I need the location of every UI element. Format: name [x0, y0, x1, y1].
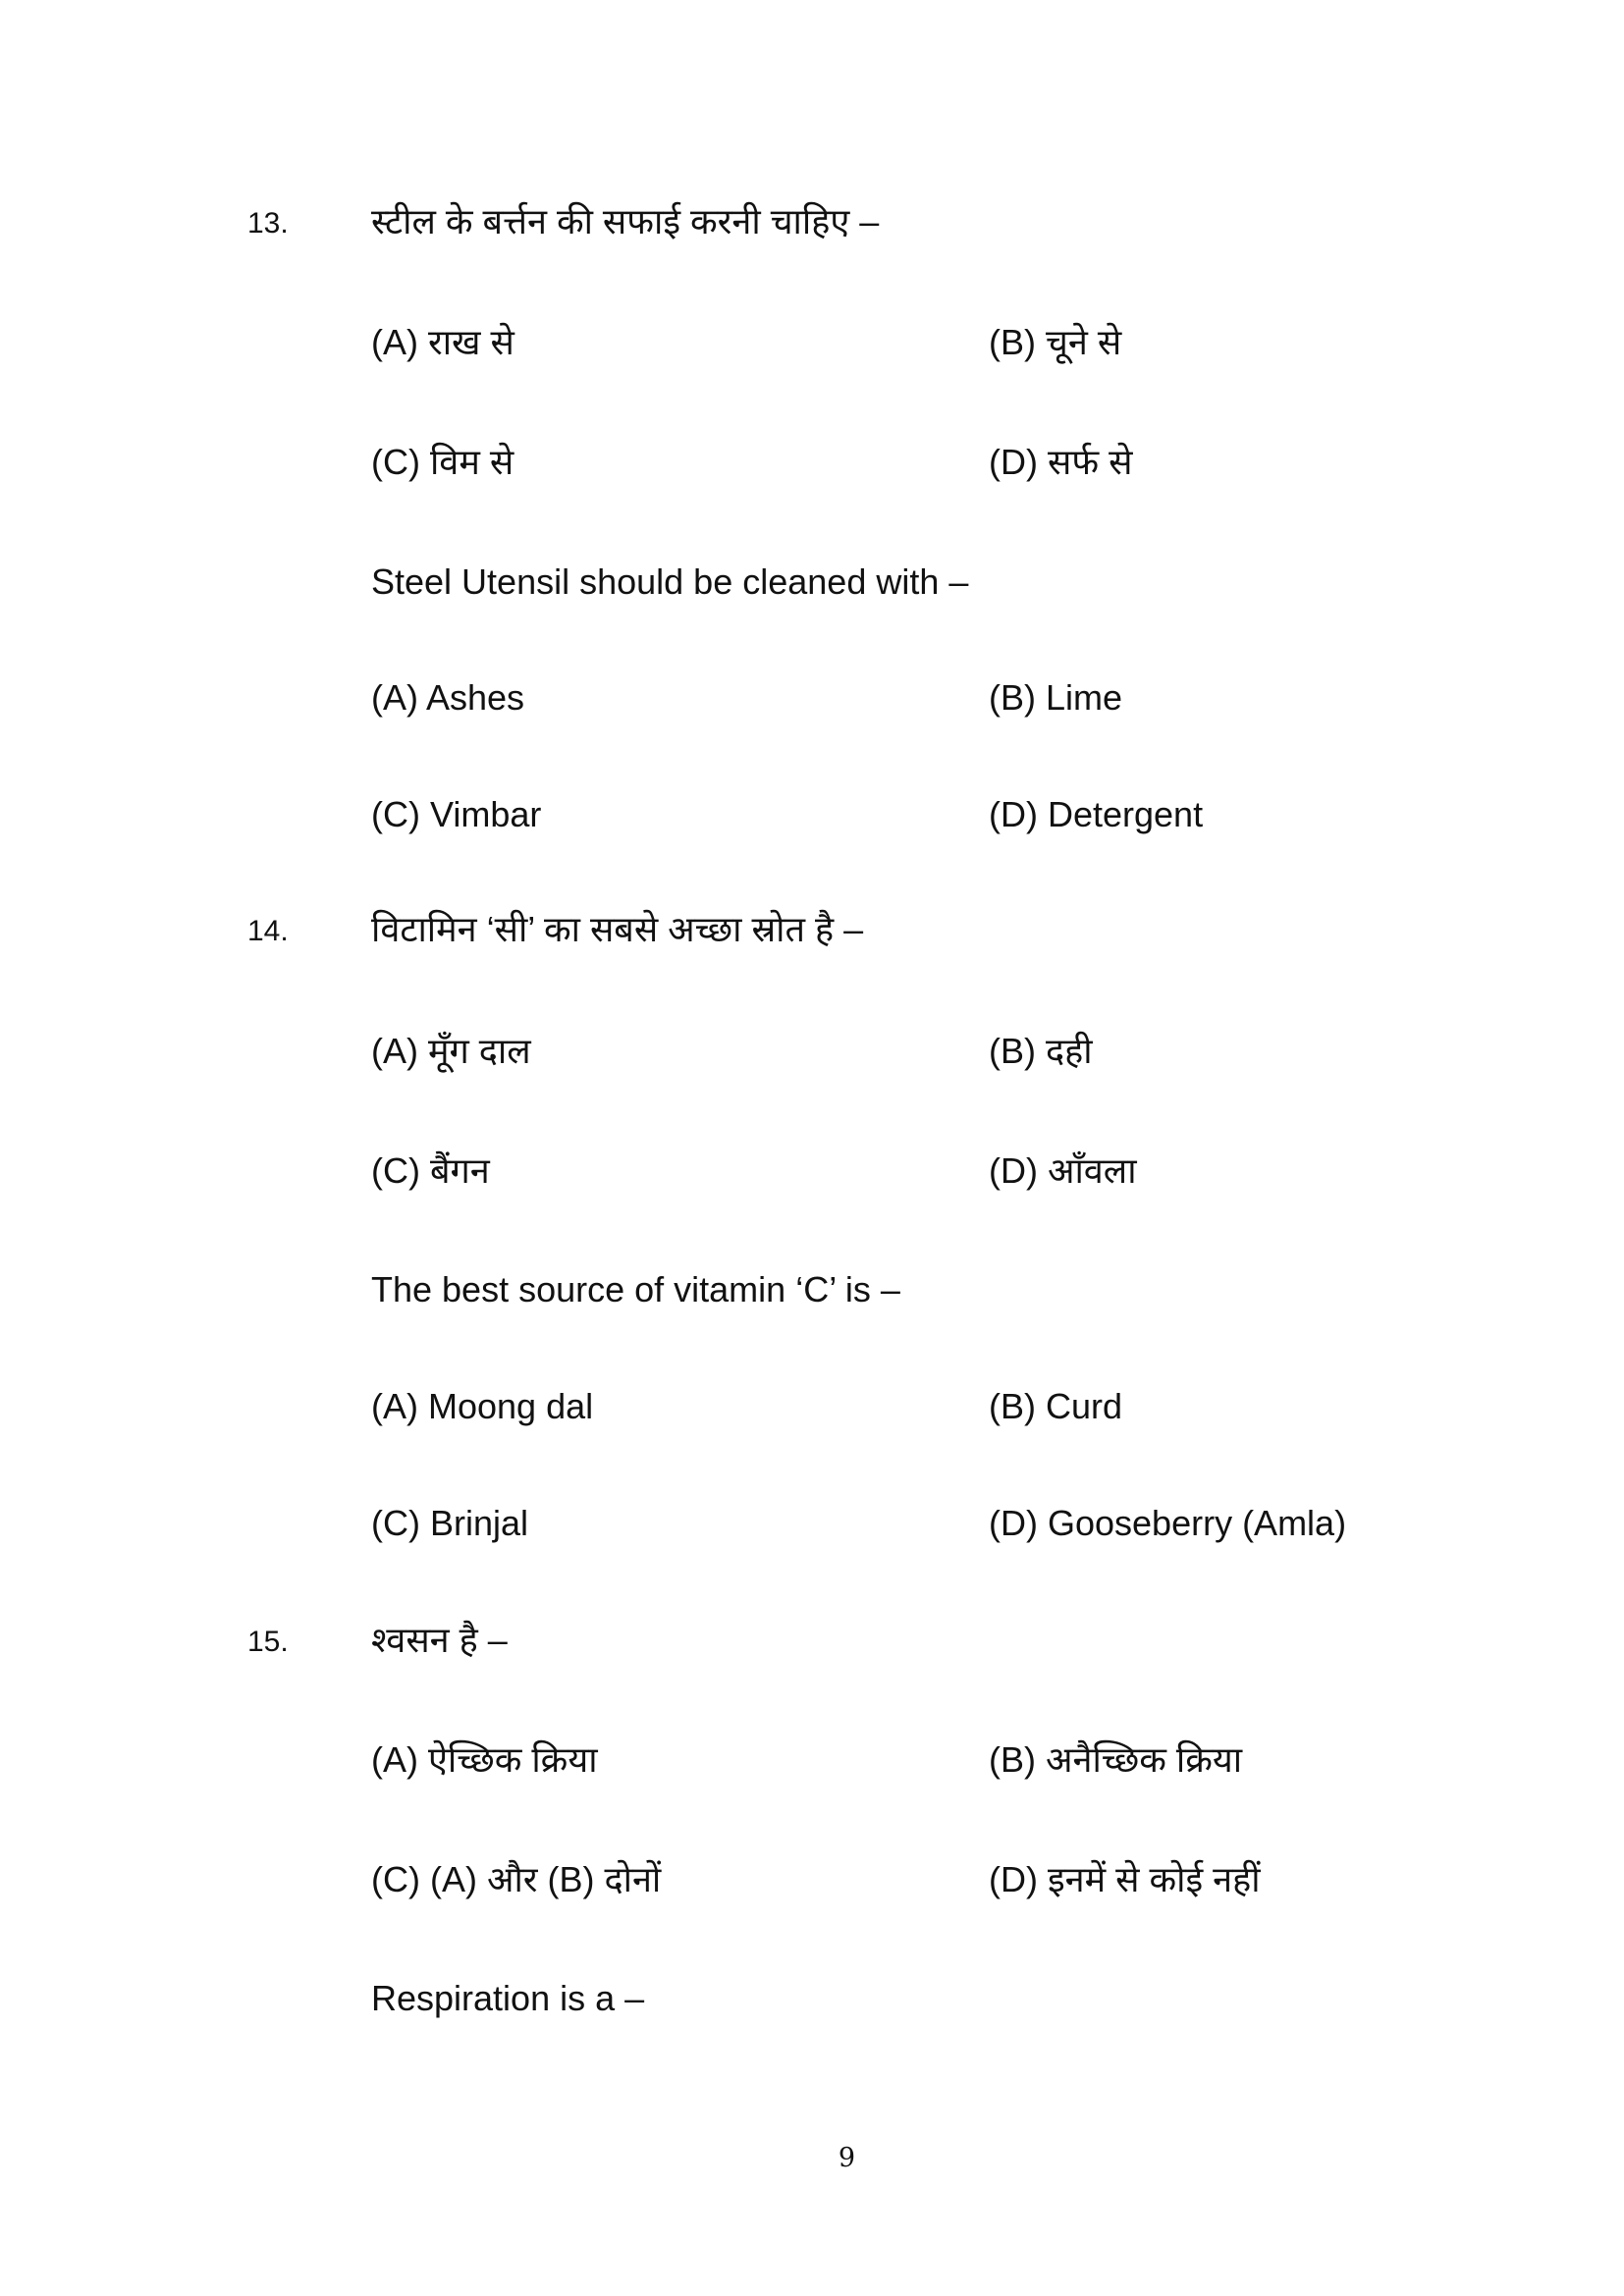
option-a-hindi: (A) राख से	[371, 322, 514, 362]
option-c-hindi: (C) विम से	[371, 442, 514, 482]
option-a-hindi: (A) मूँग दाल	[371, 1031, 531, 1071]
option-b-english: (B) Lime	[989, 677, 1123, 718]
question-number: 14.	[247, 915, 289, 947]
option-c-hindi: (C) (A) और (B) दोनों	[371, 1859, 662, 1899]
option-a-hindi: (A) ऐच्छिक क्रिया	[371, 1739, 598, 1780]
option-b-hindi: (B) दही	[989, 1031, 1093, 1071]
page-number: 9	[838, 2143, 856, 2173]
option-c-english: (C) Vimbar	[371, 794, 542, 834]
question-text-english: Steel Utensil should be cleaned with –	[371, 561, 969, 602]
option-a-english: (A) Ashes	[371, 677, 525, 718]
question-text-hindi: विटामिन ‘सी’ का सबसे अच्छा स्रोत है –	[371, 909, 864, 949]
option-d-hindi: (D) आँवला	[989, 1150, 1137, 1191]
question-text-hindi: श्वसन है –	[371, 1620, 508, 1660]
option-d-english: (D) Gooseberry (Amla)	[989, 1503, 1347, 1543]
question-text-english: The best source of vitamin ‘C’ is –	[371, 1269, 900, 1309]
option-d-english: (D) Detergent	[989, 794, 1204, 834]
option-c-hindi: (C) बैंगन	[371, 1150, 490, 1191]
option-d-hindi: (D) इनमें से कोई नहीं	[989, 1859, 1261, 1899]
option-b-hindi: (B) अनैच्छिक क्रिया	[989, 1739, 1243, 1780]
option-a-english: (A) Moong dal	[371, 1386, 594, 1426]
question-number: 13.	[247, 207, 289, 240]
question-number: 15.	[247, 1626, 289, 1658]
option-c-english: (C) Brinjal	[371, 1503, 529, 1543]
option-b-hindi: (B) चूने से	[989, 322, 1122, 362]
question-text-hindi: स्टील के बर्त्तन की सफाई करनी चाहिए –	[371, 201, 880, 241]
option-d-hindi: (D) सर्फ से	[989, 442, 1133, 482]
option-b-english: (B) Curd	[989, 1386, 1123, 1426]
question-text-english: Respiration is a –	[371, 1978, 645, 2018]
